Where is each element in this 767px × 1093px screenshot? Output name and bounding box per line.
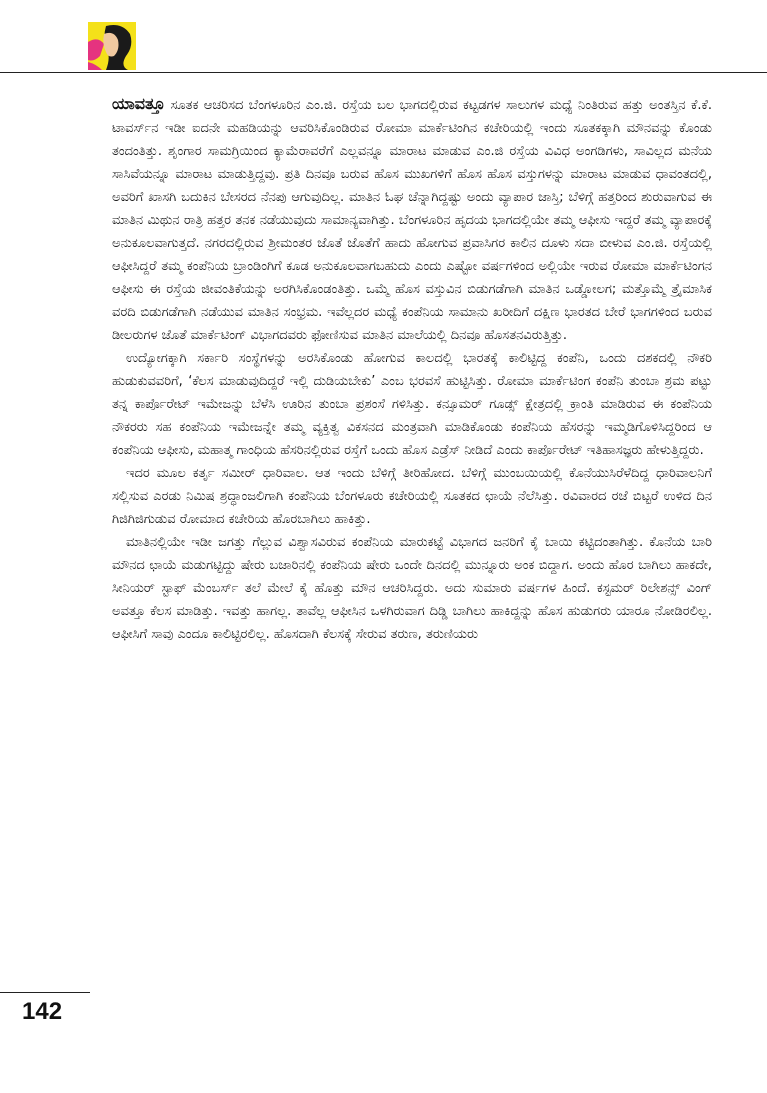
lead-word: ಯಾವತ್ತೂ — [112, 94, 166, 113]
footer-rule — [0, 992, 90, 993]
body-text — [112, 92, 712, 646]
header-rule — [0, 72, 767, 73]
paragraph-1-text: ಸೂತಕ ಆಚರಿಸದ ಬೆಂಗಳೂರಿನ ಎಂ.ಜಿ. ರಸ್ತೆಯ ಬಲ ಭಾಗದಲ್ಲಿರುವ ಕಟ್ಟಡಗಳ ಸಾಲುಗಳ ಮಧ್ಯೆ ನಿಂತಿರುವ ಹತ್ತು ಅಂತಸ್ತಿನ ಕೆ.ಕೆ. ಟಾವರ್ಸ್‌ನ ಇಡೀ ಐದನೇ ಮಹಡಿಯನ್ನು ಆವರಿಸಿಕೊಂಡಿರುವ ರೋಮಾ ಮಾರ್ಕೆಟಿಂಗಿನ ಕಚೇರಿಯಲ್ಲಿ ಇಂದು ಸೂತಕಕ್ಕಾಗಿ ಮೌನವನ್ನು ಕೊಂಡು ತಂದಂತಿತ್ತು. ಶೃಂಗಾರ ಸಾಮಗ್ರಿಯಿಂದ ಕ್ಯಾಮೆರಾವರೆಗೆ ಎಲ್ಲವನ್ನೂ ಮಾರಾಟ ಮಾಡುವ ಎಂ.ಜಿ ರಸ್ತೆಯ ವಿವಿಧ ಅಂಗಡಿಗಳು, ಸಾವಿಲ್ಲದ ಮನೆಯ ಸಾಸಿವೆಯನ್ನೂ ಮಾರಾಟ ಮಾಡುತ್ತಿದ್ದವು. ಪ್ರತಿ ದಿನವೂ ಬರುವ ಹೊಸ ಮುಖಗಳಿಗೆ ಹೊಸ ಹೊಸ ವಸ್ತುಗಳನ್ನು ಮಾರಾಟ ಮಾಡುವ ಧಾವಂತದಲ್ಲಿ, ಅವರಿಗೆ ಖಾಸಗಿ ಬದುಕಿನ ಬೇಸರದ ನೆನಪು ಆಗುವುದಿಲ್ಲ. ಮಾತಿನ ಓಘ ಚೆನ್ನಾಗಿದ್ದಷ್ಟು ಅಂದು ವ್ಯಾಪಾರ ಜಾಸ್ತಿ; ಬೆಳಿಗ್ಗೆ ಹತ್ತರಿಂದ ಶುರುವಾಗುವ ಈ ಮಾತಿನ ಮಿಥುನ ರಾತ್ರಿ ಹತ್ತರ ತನಕ ನಡೆಯುವುದು ಸಾಮಾನ್ಯವಾಗಿತ್ತು. ಬೆಂಗಳೂರಿನ ಹೃದಯ ಭಾಗದಲ್ಲಿಯೇ ತಮ್ಮ ಆಫೀಸು ಇದ್ದರೆ ತಮ್ಮ ವ್ಯಾಪಾರಕ್ಕೆ ಅನುಕೂಲವಾಗುತ್ತದೆ. ನಗರದಲ್ಲಿರುವ ಶ್ರೀಮಂತರ ಜೊತೆ ಜೊತೆಗೆ ಹಾದು ಹೋಗುವ ಪ್ರವಾಸಿಗರ ಕಾಲಿನ ದೂಳು ಸದಾ ಬೀಳುವ ಎಂ.ಜಿ. ರಸ್ತೆಯಲ್ಲಿ ಆಫೀಸಿದ್ದರೆ ತಮ್ಮ ಕಂಪೆನಿಯ ಬ್ರಾಂಡಿಂಗಿಗೆ ಕೂಡ ಅನುಕೂಲವಾಗಬಹುದು ಎಂದು ಎಷ್ಟೋ ವರ್ಷಗಳಿಂದ ಅಲ್ಲಿಯೇ ಇರುವ ರೋಮಾ ಮಾರ್ಕೆಟಿಂಗನ ಆಫೀಸು ಈ ರಸ್ತೆಯ ಜೀವಂತಿಕೆಯನ್ನು ಅರಗಿಸಿಕೊಂಡಂತಿತ್ತು. ಒಮ್ಮೆ ಹೊಸ ವಸ್ತುವಿನ ಬಿಡುಗಡೆಗಾಗಿ ಮಾತಿನ ಒಡ್ಡೋಲಗ; ಮತ್ತೊಮ್ಮೆ ತ್ರೈಮಾಸಿಕ ವರದಿ ಬಿಡುಗಡೆಗಾಗಿ ನಡೆಯುವ ಮಾತಿನ ಸಂಭ್ರಮ. ಇವೆಲ್ಲದರ ಮಧ್ಯೆ ಕಂಪೆನಿಯ ಸಾಮಾನು ಖರೀದಿಗೆ ದಕ್ಷಿಣ ಭಾರತದ ಬೇರೆ ಭಾಗಗಳಿಂದ ಬರುವ ಡೀಲರುಗಳ ಜೊತೆ ಮಾರ್ಕೆಟಿಂಗ್ ವಿಭಾಗದವರು ಫೋಣಿಸುವ ಮಾತಿನ ಮಾಲೆಯಲ್ಲಿ ದಿನವೂ ಹೊಸತನವಿರುತ್ತಿತ್ತು. — [112, 98, 712, 343]
paragraph-3: ಇದರ ಮೂಲ ಕರ್ತೃ ಸಮೀರ್ ಧಾರಿವಾಲ. ಆತ ಇಂದು ಬೆಳಿಗ್ಗೆ ತೀರಿಹೋದ. ಬೆಳಿಗ್ಗೆ ಮುಂಬಯಿಯಲ್ಲಿ ಕೊನೆಯುಸಿರೆಳೆದಿದ್ದ ಧಾರಿವಾಲನಿಗೆ ಸಲ್ಲಿಸುವ ಎರಡು ನಿಮಿಷ ಶ್ರದ್ಧಾಂಜಲಿಗಾಗಿ ಕಂಪೆನಿಯ ಬೆಂಗಳೂರು ಕಚೇರಿಯಲ್ಲಿ ಸೂತಕದ ಛಾಯೆ ನೆಲೆಸಿತ್ತು. ರವಿವಾರದ ರಜೆ ಬಿಟ್ಟರೆ ಉಳಿದ ದಿನ ಗಿಜಿಗಿಜಿಗುಡುವ ರೋಮಾದ ಕಚೇರಿಯ ಹೊರಬಾಗಿಲು ಹಾಕಿತ್ತು. — [112, 466, 712, 527]
woman-face-logo-icon — [88, 22, 136, 70]
paragraph-2: ಉದ್ಯೋಗಕ್ಕಾಗಿ ಸರ್ಕಾರಿ ಸಂಸ್ಥೆಗಳನ್ನು ಅರಸಿಕೊಂಡು ಹೋಗುವ ಕಾಲದಲ್ಲಿ ಭಾರತಕ್ಕೆ ಕಾಲಿಟ್ಟಿದ್ದ ಕಂಪೆನಿ, ಒಂದು ದಶಕದಲ್ಲಿ ನೌಕರಿ ಹುಡುಕುವವರಿಗೆ, ‘ಕೆಲಸ ಮಾಡುವುದಿದ್ದರೆ ಇಲ್ಲಿ ದುಡಿಯಬೇಕು’ ಎಂಬ ಭರವಸೆ ಹುಟ್ಟಿಸಿತ್ತು. ರೋಮಾ ಮಾರ್ಕೆಟಿಂಗ ಕಂಪೆನಿ ತುಂಬಾ ಶ್ರಮ ಪಟ್ಟು ತನ್ನ ಕಾರ್ಪೊರೇಟ್ ಇಮೇಜನ್ನು ಬೆಳೆಸಿ ಊರಿನ ತುಂಬಾ ಪ್ರಶಂಸೆ ಗಳಿಸಿತ್ತು. ಕನ್ಸೂಮರ್ ಗೂಡ್ಸ್ ಕ್ಷೇತ್ರದಲ್ಲಿ ಕ್ರಾಂತಿ ಮಾಡಿರುವ ಈ ಕಂಪೆನಿಯ ನೌಕರರು ಸಹ ಕಂಪೆನಿಯ ಇಮೇಜನ್ನೇ ತಮ್ಮ ವ್ಯಕ್ತಿತ್ವ ವಿಕಸನದ ಮಂತ್ರವಾಗಿ ಮಾಡಿಕೊಂಡು ಕಂಪೆನಿಯ ಹೆಸರನ್ನು ಇಮ್ಮಡಿಗೊಳಿಸಿದ್ದರಿಂದ ಆ ಕಂಪೆನಿಯ ಆಫೀಸು, ಮಹಾತ್ಮ ಗಾಂಧಿಯ ಹೆಸರಿನಲ್ಲಿರುವ ರಸ್ತೆಗೆ ಒಂದು ಹೊಸ ಎಡ್ರೆಸ್ ನೀಡಿದೆ ಎಂದು ಕಾರ್ಪೊರೇಟ್ ಇತಿಹಾಸಜ್ಞರು ಹೇಳುತ್ತಿದ್ದರು. — [112, 351, 712, 458]
paragraph-4: ಮಾತಿನಲ್ಲಿಯೇ ಇಡೀ ಜಗತ್ತು ಗೆಲ್ಲುವ ವಿಶ್ವಾಸವಿರುವ ಕಂಪೆನಿಯ ಮಾರುಕಟ್ಟೆ ವಿಭಾಗದ ಜನರಿಗೆ ಕೈ ಬಾಯಿ ಕಟ್ಟಿದಂತಾಗಿತ್ತು. ಕೊನೆಯ ಬಾರಿ ಮೌನದ ಛಾಯೆ ಮಡುಗಟ್ಟಿದ್ದು ಷೇರು ಬಜಾರಿನಲ್ಲಿ ಕಂಪೆನಿಯ ಷೇರು ಒಂದೇ ದಿನದಲ್ಲಿ ಮುನ್ನೂರು ಅಂಕ ಬಿದ್ದಾಗ. ಅಂದು ಹೊರ ಬಾಗಿಲು ಹಾಕದೇ, ಸೀನಿಯರ್ ಸ್ಟಾಫ್ ಮೆಂಬರ್ಸ್ ತಲೆ ಮೇಲೆ ಕೈ ಹೊತ್ತು ಮೌನ ಆಚರಿಸಿದ್ದರು. ಅದು ಸುಮಾರು ವರ್ಷಗಳ ಹಿಂದೆ. ಕಸ್ಟಮರ್ ರಿಲೇಶನ್ಸ್ ವಿಂಗ್ ಅವತ್ತೂ ಕೆಲಸ ಮಾಡಿತ್ತು. ಇವತ್ತು ಹಾಗಲ್ಲ. ತಾವೆಲ್ಲ ಆಫೀಸಿನ ಒಳಗಿರುವಾಗ ದಿಡ್ಡಿ ಬಾಗಿಲು ಹಾಕಿದ್ದನ್ನು ಹೊಸ ಹುಡುಗರು ಯಾರೂ ನೋಡಿರಲಿಲ್ಲ. ಆಫೀಸಿಗೆ ಸಾವು ಎಂದೂ ಕಾಲಿಟ್ಟಿರಲಿಲ್ಲ. ಹೊಸದಾಗಿ ಕೆಲಸಕ್ಕೆ ಸೇರುವ ತರುಣ, ತರುಣಿಯರು — [112, 535, 712, 642]
page-number: 142 — [22, 998, 63, 1025]
paragraph-1 — [112, 92, 712, 347]
